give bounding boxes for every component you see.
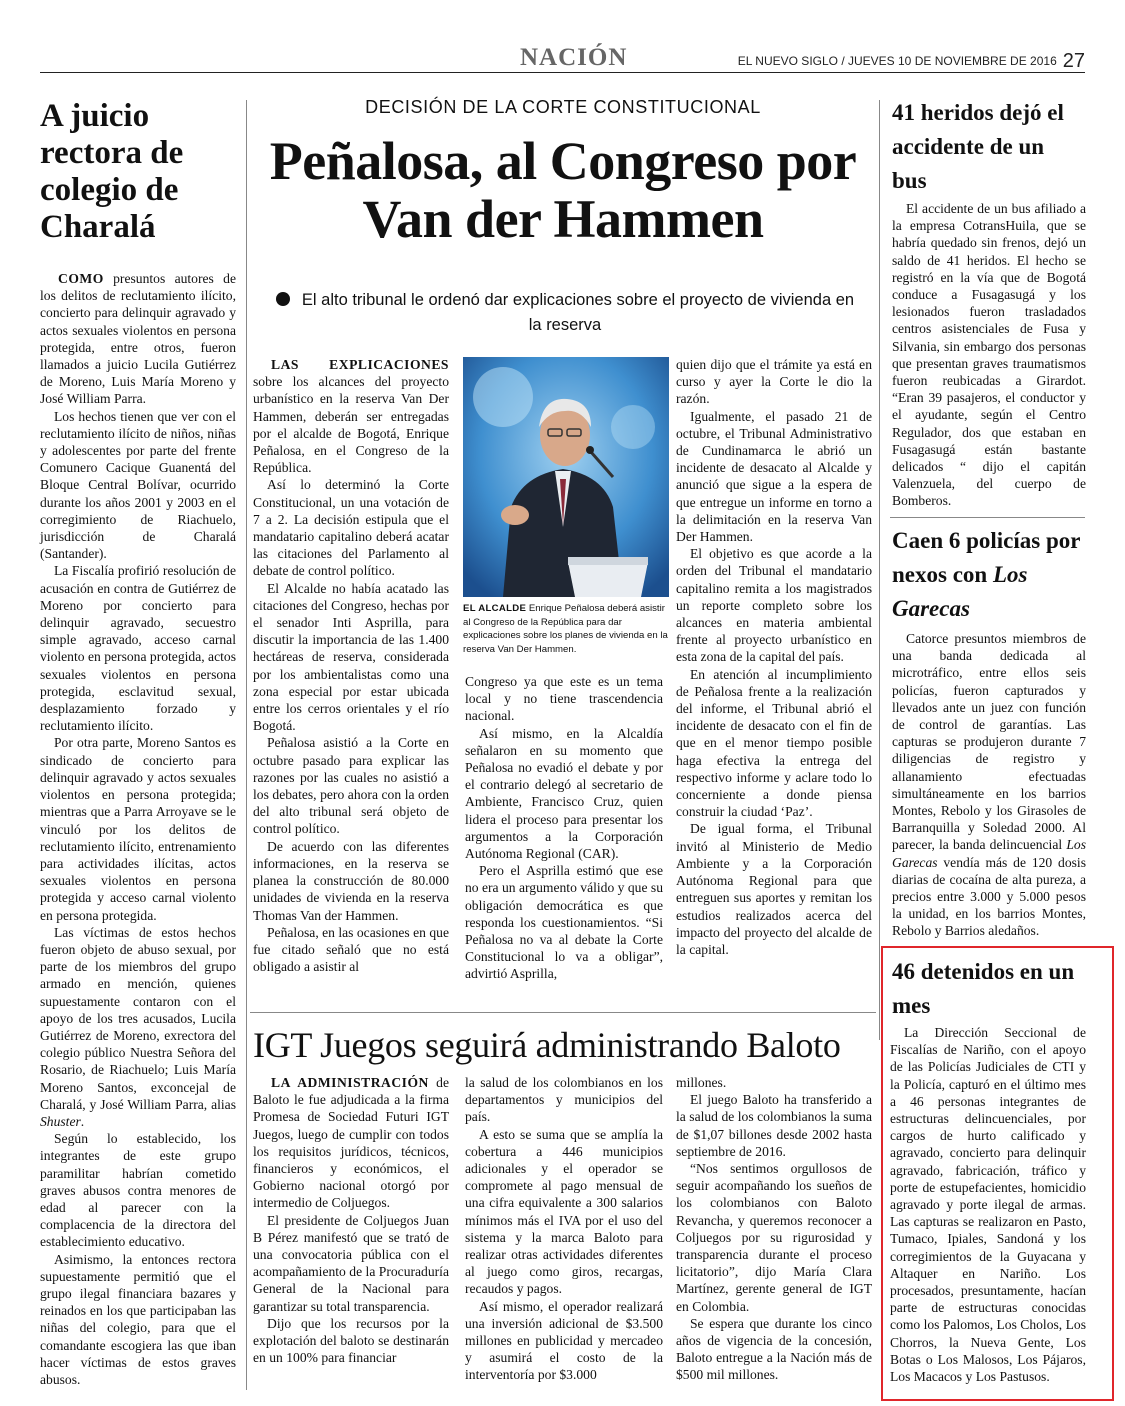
paragraph: De igual forma, el Tribunal invitó al Ministerio de Medio Ambiente y a la Corporación Autónoma Regional para que entreguen sus aportes y remitan los estudios realizados acerca del impacto del proyecto del alcalde de la capital. — [676, 821, 872, 957]
lead-word: LAS EXPLICACIONES — [271, 357, 449, 372]
paragraph: Según lo establecido, los integrantes de este grupo paramilitar habrían cometido graves abusos contra menores de edad al parecer con la complacencia de la directora del establecimiento educativo. — [40, 1131, 236, 1250]
paragraph: Dijo que los recursos por la explotación del baloto se destinarán en un 100% para financiar — [253, 1315, 449, 1366]
paragraph: El Alcalde no había acatado las citaciones del Congreso, hechas por el senador Inti Asprilla, para discutir la importancia de las 1.400 hectáreas de reserva, considerada por los ambientalistas como una zona especial por estar ubicada entre los cerros orientales y el río Bogotá. — [253, 580, 449, 734]
paragraph: En atención al incumplimiento de Peñalosa frente a la realización del informe, el Tribunal abrió el incidente de desacato con el fin de que en el menor tiempo posible haga efectiva la entrega del respectivo informe y aclare todo lo concerniente a donde piensa construir la ciudad ‘Paz’. — [676, 666, 872, 820]
deck-text: El alto tribunal le ordenó dar explicaciones sobre el proyecto de vivienda en la reserva — [301, 291, 855, 334]
photo-caption — [463, 602, 669, 656]
paragraph: Por otra parte, Moreno Santos es sindicado de concierto para delinquir agravado y actos sexuales violentos en persona protegida; mientras que a Parra Arroyave se le vinculó por los delitos de reclutamiento ilícito, entrenamiento para actividades ilícitas, actos sexuales violentos en persona protegida y acceso carnal violento en persona protegida. — [40, 735, 236, 923]
penalosa-photo — [463, 357, 669, 597]
paragraph: presuntos autores de los delitos de reclutamiento ilícito, concierto para delinquir agravado y actos sexuales violentos en persona protegida, entre otros, fueron llamados a juicio Lucila Gutiérrez de Moreno, Luis María Moreno y José William Parra. — [40, 271, 236, 407]
paragraph — [40, 924, 236, 1130]
main-col-1 — [253, 356, 449, 975]
column-rule — [246, 100, 247, 1390]
left-article-body — [40, 270, 236, 1388]
paragraph: A esto se suma que se amplía la cobertura a 446 municipios adicionales y el operador se compromete al pago mensual de una cifra equivalente a 300 salarios mínimos más el IVA por el uso del sistema y la marca Baloto para realizar otras actividades diferentes al juego como giros, recargas, recaudos y pagos. — [465, 1126, 663, 1297]
paragraph: Peñalosa asistió a la Corte en octubre pasado para explicar las razones por las cuales no asistió a los debates, pero ahora con la orden del alto tribunal será objeto de control político. — [253, 735, 449, 837]
lead-word: LA ADMINISTRACIÓN — [271, 1075, 429, 1090]
paper-date: EL NUEVO SIGLO / JUEVES 10 DE NOVIEMBRE DE 2016 — [737, 54, 1057, 68]
alias-text: Shuster — [40, 1113, 81, 1129]
deck — [270, 288, 860, 338]
police-headline — [892, 524, 1087, 626]
paragraph: Se espera que durante los cinco años de vigencia de la concesión, Baloto entregue a la Nación más de $500 mil millones. — [676, 1315, 872, 1383]
paragraph: sobre los alcances del proyecto urbanístico en la reserva Van Der Hammen, deberán ser entregadas por el alcalde de Bogotá, Enrique Peñalosa, en el Congreso de la República. — [253, 374, 449, 476]
paragraph: Pero el Asprilla estimó que ese no era un argumento válido y que su obligación democrática es que responda los cuestionamientos. “Si Peñalosa no va al debate la Corte Constitucional lo va a obligar”, advirtió Asprilla, — [465, 863, 663, 982]
caption-lead: EL ALCALDE — [463, 603, 527, 614]
paragraph: Igualmente, el pasado 21 de octubre, el Tribunal Administrativo de Cundinamarca le abrió un incidente de desacato al Alcalde y anunció que sigue a la espera de que entregue un informe en torno a la delimitación en la reserva Van Der Hammen. — [676, 408, 872, 545]
detained-headline: 46 detenidos en un mes — [892, 959, 1075, 1018]
paragraph: millones. — [676, 1075, 727, 1090]
left-headline: A juicio rectora de colegio de Charalá — [40, 98, 184, 245]
paragraph: Los hechos tienen que ver con el reclutamiento ilícito de niños, niñas y adolescentes por parte del frente Comunero Cacique Guanentá del Bloque Central Bolívar, ocurrido durante los años 2001 y 2003 en el corregimiento de Riachuelo, jurisdicción de Charalá (Santander). — [40, 408, 236, 562]
caption-text: Enrique Peñalosa deberá asistir al Congreso de la República para dar explicaciones sobre los planes de vivienda en la reserva Van Der Hammen. — [463, 603, 668, 655]
paragraph: El accidente de un bus afiliado a la empresa CotransHuila, que se habría quedado sin frenos, dejó un saldo de 41 heridos. El hecho se registró en la vía que de Bogotá conduce a Fusagasugá y los lesionados fueron trasladados centros asistenciales de Fusa y Silvania, sin embargo dos personas que presentan graves traumatismos fueron reubicadas a Girardot. “Eran 39 pasajeros, el conductor y el ayudante, según el Centro Regulador, dos que estaban en Fusagasugá están bastante delicados “ dijo el capitán Valenzuela, del cuerpo de Bomberos. — [892, 201, 1086, 509]
paragraph-text: Las víctimas de estos hechos fueron objeto de abuso sexual, por parte de los miembros del grupo armado en mención, quienes supuestamente contaron con el apoyo de los tres acusados, Lucila Gutiérrez de Moreno, exrectora del colegio público Nuestra Señora del Rosario, de Riachuelo; Luis María Moreno Santos, exconcejal de Charalá, y José William Parra, alias — [40, 924, 236, 1112]
paragraph: la salud de los colombianos en los departamentos y municipios del país. — [465, 1075, 663, 1125]
punct: . — [80, 1113, 85, 1129]
paragraph: quien dijo que el trámite ya está en curso y ayer la Corte le dio la razón. — [676, 357, 872, 407]
masthead-rule — [40, 72, 1085, 73]
italic-text: Los Garecas — [892, 837, 1086, 870]
paragraph: El presidente de Coljuegos Juan B Pérez manifestó que se trató de una convocatoria pública con el acompañamiento de la Procuraduría General de la Nacional para garantizar su total transparencia. — [253, 1212, 449, 1314]
paragraph-text: vendía más de 120 dosis diarias de cocaína de alta pureza, a precios entre 3.000 y 5.000 pesos la unidad, en los barrios Montes, Rebolo y Barrios aledaños. — [892, 854, 1086, 939]
column-rule — [879, 100, 880, 1040]
police-headline-italic: Los Garecas — [892, 562, 1028, 621]
paragraph: Congreso ya que este es un tema local y no tiene trascendencia nacional. — [465, 674, 663, 724]
section-rule — [250, 1012, 876, 1013]
photo-illustration — [463, 357, 669, 597]
police-headline-text: Caen 6 policías por nexos con — [892, 528, 1081, 587]
brief-rule — [890, 517, 1085, 518]
paragraph-text: Catorce presuntos miembros de una banda dedicada al microtráfico, entre ellos seis policías, fueron capturados y llevados ante un juez con función de control de garantías. Las capturas se produjeron durante 7 diligencias de registro y allanamiento efectuadas simultáneamente en los barrios Montes, Rebolo y los Girasoles de Barranquilla y Soledad 2000. Al parecer, la banda delincuencial — [892, 631, 1086, 853]
igt-headline: IGT Juegos seguirá administrando Baloto — [253, 1025, 841, 1065]
page-number: 27 — [1062, 50, 1085, 72]
paragraph: Así mismo, el operador realizará una inversión adicional de $3.500 millones en publicidad y mercadeo y asumirá el costo de la interventoría por $3.000 — [465, 1298, 663, 1383]
paragraph: De acuerdo con las diferentes informaciones, en la reserva se planea la construcción de 80.000 unidades de vivienda en la reserva Thomas Van der Hammen. — [253, 838, 449, 923]
detained-body — [890, 1024, 1086, 1385]
paragraph: La Fiscalía profirió resolución de acusación en contra de Gutiérrez de Moreno por concierto para delinquir agravado, secuestro simple agravado, acceso carnal violento en persona protegida, actos sexuales violentos en persona protegida, esclavitud sexual, desplazamiento forzado y reclutamiento ilícito. — [40, 563, 236, 734]
bullet-icon — [276, 292, 290, 306]
main-col-3 — [676, 356, 872, 958]
paragraph: El juego Baloto ha transferido a la salud de los colombianos la suma de $1,07 billones desde 2002 hasta septiembre de 2016. — [676, 1092, 872, 1159]
paragraph: Así mismo, en la Alcaldía señalaron en su momento que Peñalosa no evadió el debate y por el contrario delegó al secretario de Ambiente, Francisco Cruz, quien lidera el proceso para presentar los argumentos a la Corporación Autónoma Regional (CAR). — [465, 725, 663, 862]
bus-body — [892, 200, 1086, 510]
paragraph — [892, 630, 1086, 940]
main-headline: Peñalosa, al Congreso por Van der Hammen — [269, 131, 857, 249]
lead-word: COMO — [58, 271, 104, 286]
paragraph: Peñalosa, en las ocasiones en que fue citado señaló que no está obligado a asistir al — [253, 924, 449, 975]
paragraph: El objetivo es que acorde a la orden del Tribunal el mandatario capitalino remita a los magistrados un reporte completo sobre los alcances en materia ambiental frente al proyecto urbanístico en esta zona de la capital del país. — [676, 546, 872, 665]
paragraph: Así lo determinó la Corte Constitucional, un una votación de 7 a 2. La decisión estipula que el mandatario capitalino deberá acatar las citaciones del Parlamento al debate de control político. — [253, 477, 449, 579]
kicker: DECISIÓN DE LA CORTE CONSTITUCIONAL — [365, 97, 761, 117]
paragraph: Asimismo, la entonces rectora supuestamente permitió que el grupo ilegal financiara bazares y reinados en los que participaban las niñas del colegio, para que el comandante escogiera las que iban hacer víctimas de estos graves abusos. — [40, 1251, 236, 1387]
paragraph: La Dirección Seccional de Fiscalías de Nariño, con el apoyo de las Policías Judiciales de CTI y la Policía, capturó en el último mes a 46 personas integrantes de estructuras delincuenciales, por cargos de hurto calificado y agravado, concierto para delinquir agravado, fabricación, tráfico y porte de estupefacientes, homicidio agravado y porte ilegal de armas. Las capturas se realizaron en Pasto, Tumaco, Ipiales, Sandoná y los corregimientos de la Guyacana y Altaquer en Nariño. Los procesados, presuntamente, hacían parte de estructuras conocidas como los Palomos, Los Cholos, Los Chorros, la Nueva Gente, Los Botas o Los Malosos, Los Pájaros, Los Macacos y Los Pastusos. — [890, 1025, 1086, 1385]
police-body — [892, 630, 1086, 940]
masthead-dateline — [738, 50, 1085, 73]
paragraph: “Nos sentimos orgullosos de seguir acompañando los sueños de los colombianos con Baloto Revancha, y queremos reconocer a Coljuegos por su rigurosidad y transparencia durante el proceso licitatorio”, dijo María Clara Martínez, gerente general de IGT en Colombia. — [676, 1161, 872, 1314]
igt-col-3 — [676, 1074, 872, 1384]
section-name: NACIÓN — [520, 44, 628, 71]
bus-headline: 41 heridos dejó el accidente de un bus — [892, 100, 1064, 193]
igt-col-2 — [465, 1074, 663, 1384]
main-col-2 — [465, 673, 663, 983]
paragraph: de Baloto le fue adjudicada a la firma Promesa de Sociedad Futuri IGT Juegos, luego de cumplir con todos los requisitos jurídicos, técnicos, financieros y económicos, el Gobierno nacional otorgó por intermedio de Coljuegos. — [253, 1075, 450, 1211]
igt-col-1 — [253, 1074, 449, 1366]
